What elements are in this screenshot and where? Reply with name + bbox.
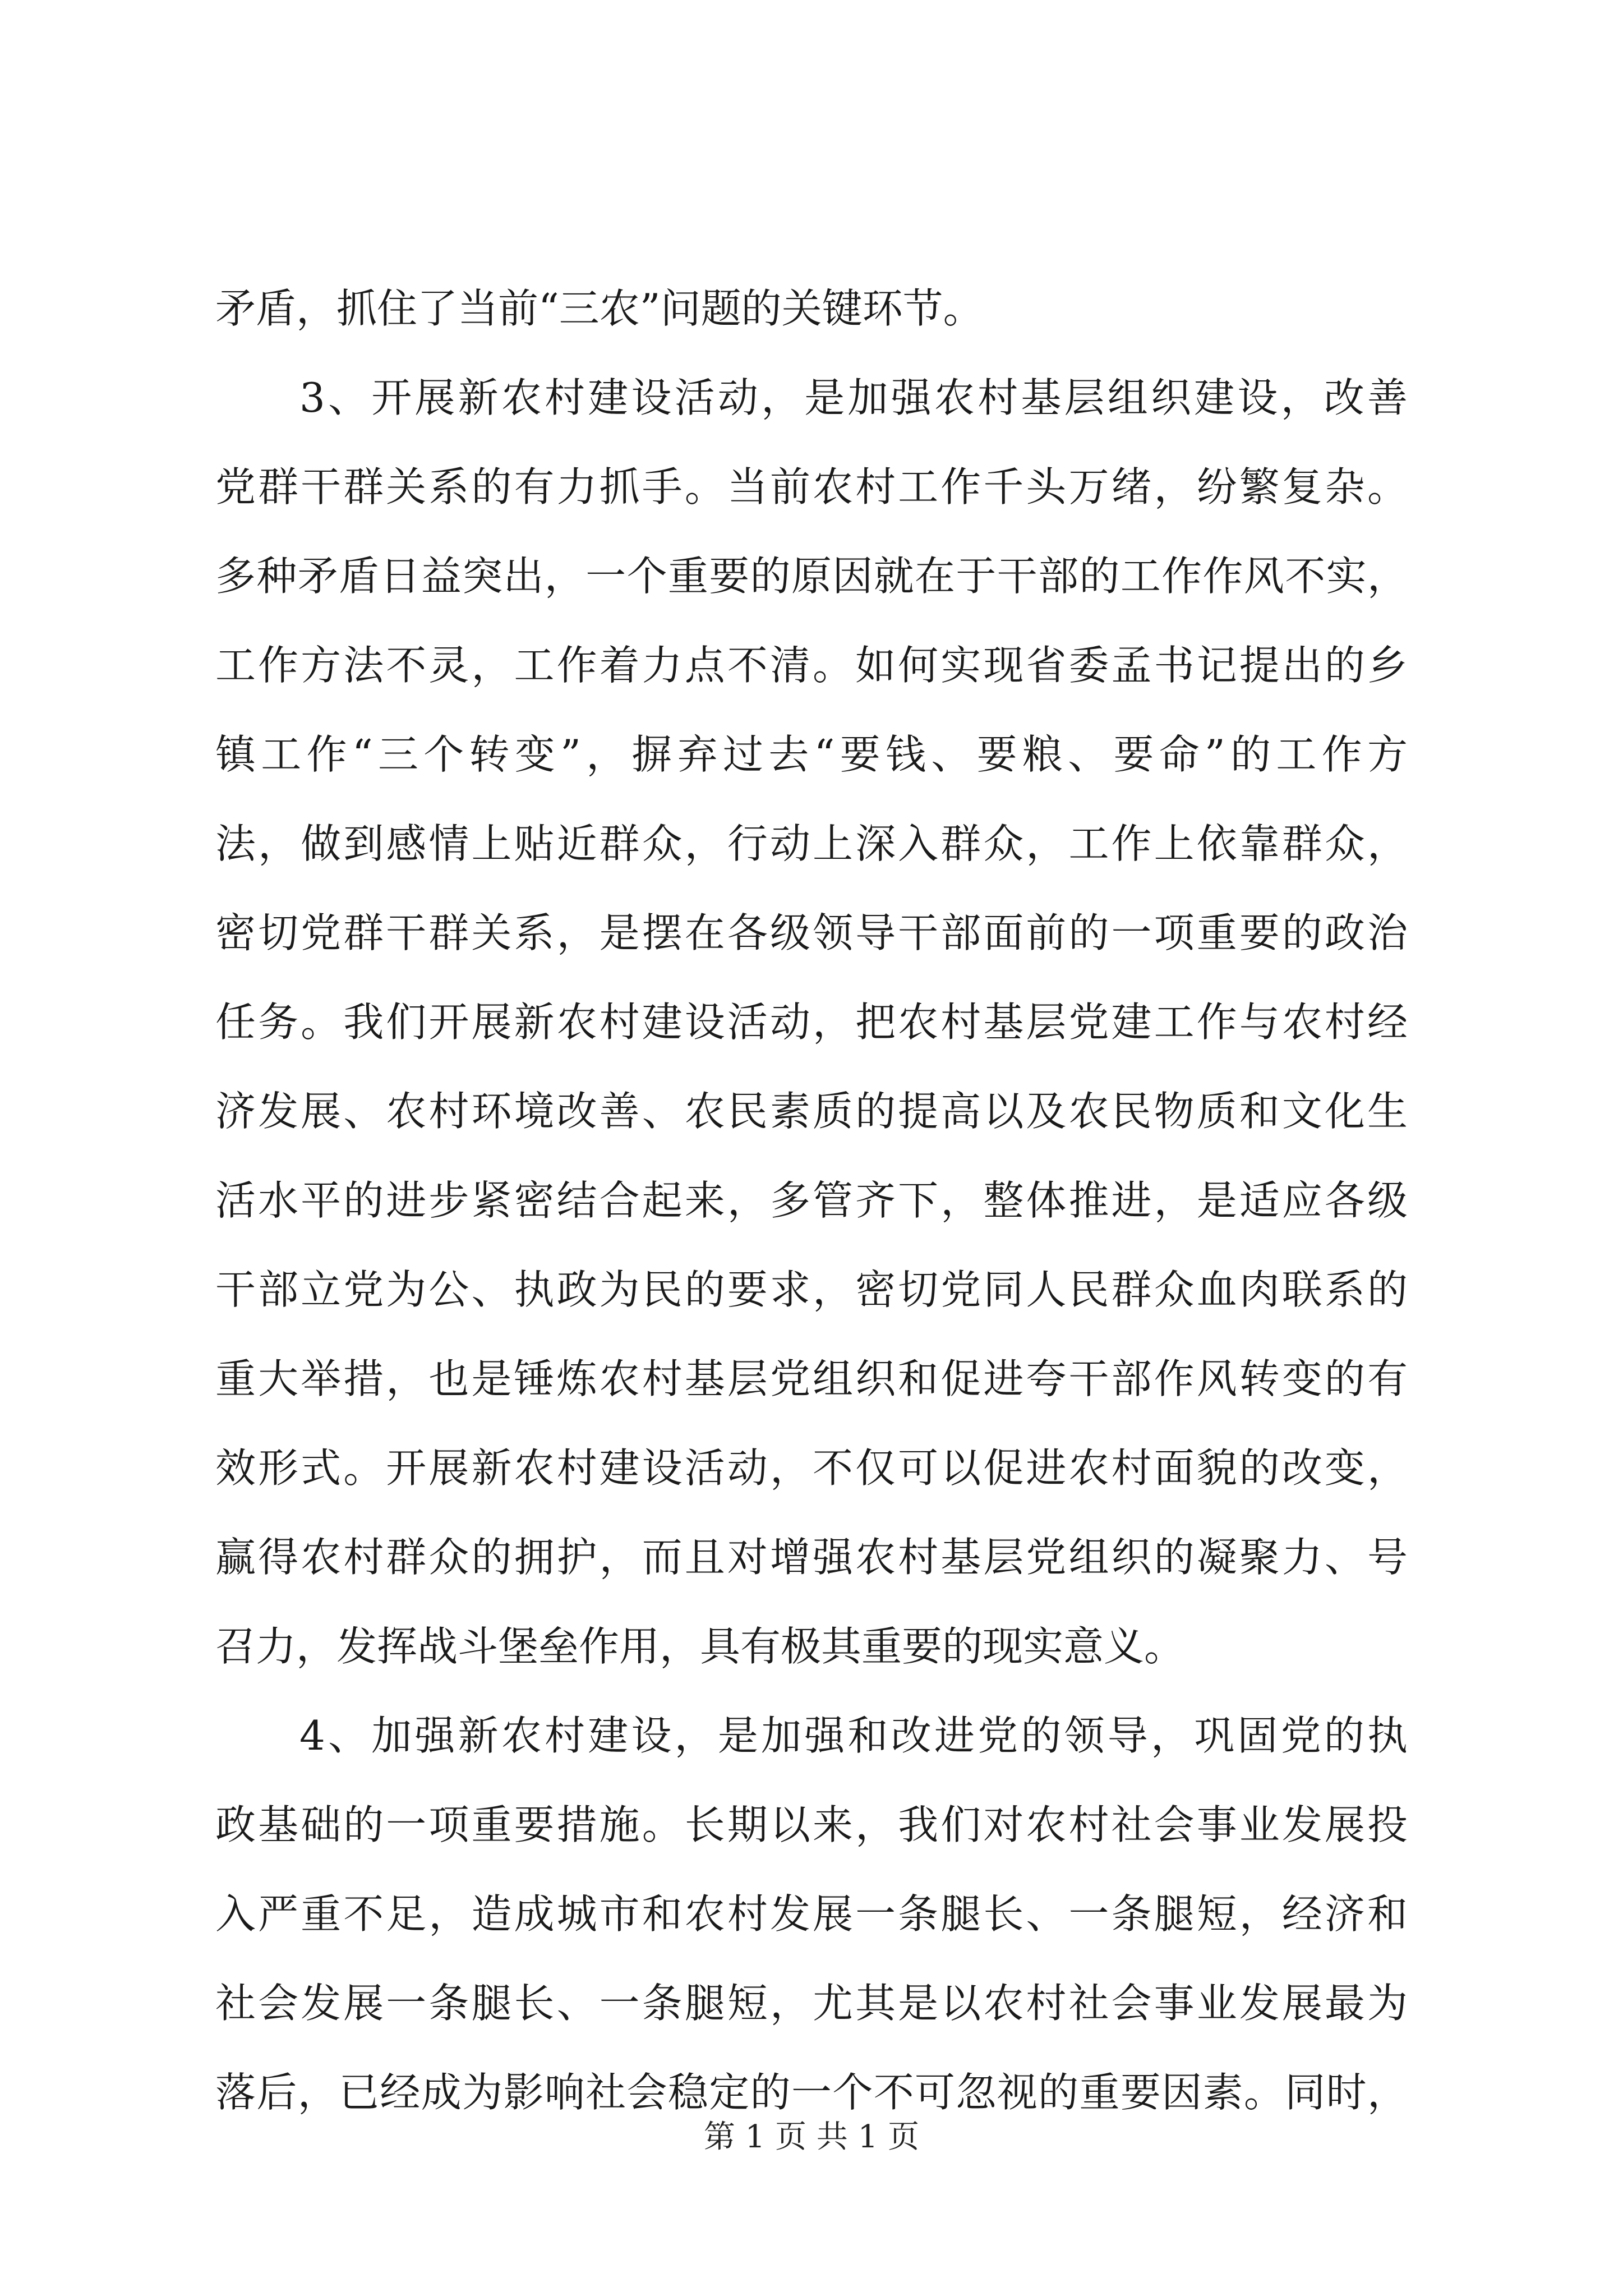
text-line: 4、加强新农村建设，是加强和改进党的领导，巩固党的执 bbox=[299, 1712, 1408, 1759]
text-line: 密切党群干群关系，是摆在各级领导干部面前的一项重要的政治 bbox=[215, 909, 1408, 956]
text-line: 效形式。开展新农村建设活动，不仅可以促进农村面貌的改变， bbox=[215, 1444, 1408, 1492]
text-line: 赢得农村群众的拥护，而且对增强农村基层党组织的凝聚力、号 bbox=[215, 1534, 1408, 1581]
text-line: 工作方法不灵，工作着力点不清。如何实现省委孟书记提出的乡 bbox=[215, 642, 1408, 689]
page-footer: 第 1 页 共 1 页 bbox=[703, 2119, 920, 2155]
text-line: 多种矛盾日益突出，一个重要的原因就在于干部的工作作风不实， bbox=[215, 553, 1408, 600]
text-line: 法，做到感情上贴近群众，行动上深入群众，工作上依靠群众， bbox=[215, 820, 1408, 867]
text-line: 入严重不足，造成城市和农村发展一条腿长、一条腿短，经济和 bbox=[215, 1890, 1408, 1938]
text-line: 镇工作“三个转变”，摒弃过去“要钱、要粮、要命”的工作方 bbox=[215, 731, 1408, 778]
text-line: 3、开展新农村建设活动，是加强农村基层组织建设，改善 bbox=[299, 374, 1408, 421]
text-line: 召力，发挥战斗堡垒作用，具有极其重要的现实意义。 bbox=[215, 1623, 1185, 1670]
text-line: 任务。我们开展新农村建设活动，把农村基层党建工作与农村经 bbox=[215, 999, 1408, 1046]
text-line: 济发展、农村环境改善、农民素质的提高以及农民物质和文化生 bbox=[215, 1088, 1408, 1135]
text-line: 活水平的进步紧密结合起来，多管齐下，整体推进，是适应各级 bbox=[215, 1177, 1408, 1224]
text-line: 社会发展一条腿长、一条腿短，尤其是以农村社会事业发展最为 bbox=[215, 1980, 1408, 2027]
text-line: 政基础的一项重要措施。长期以来，我们对农村社会事业发展投 bbox=[215, 1801, 1408, 1848]
text-line: 矛盾，抓住了当前“三农”问题的关键环节。 bbox=[215, 285, 984, 332]
text-line: 落后，已经成为影响社会稳定的一个不可忽视的重要因素。同时， bbox=[215, 2069, 1408, 2116]
text-line: 重大举措，也是锤炼农村基层党组织和促进夸干部作风转变的有 bbox=[215, 1355, 1408, 1402]
text-line: 党群干群关系的有力抓手。当前农村工作千头万绪，纷繁复杂。 bbox=[215, 463, 1408, 510]
text-line: 干部立党为公、执政为民的要求，密切党同人民群众血肉联系的 bbox=[215, 1266, 1408, 1313]
